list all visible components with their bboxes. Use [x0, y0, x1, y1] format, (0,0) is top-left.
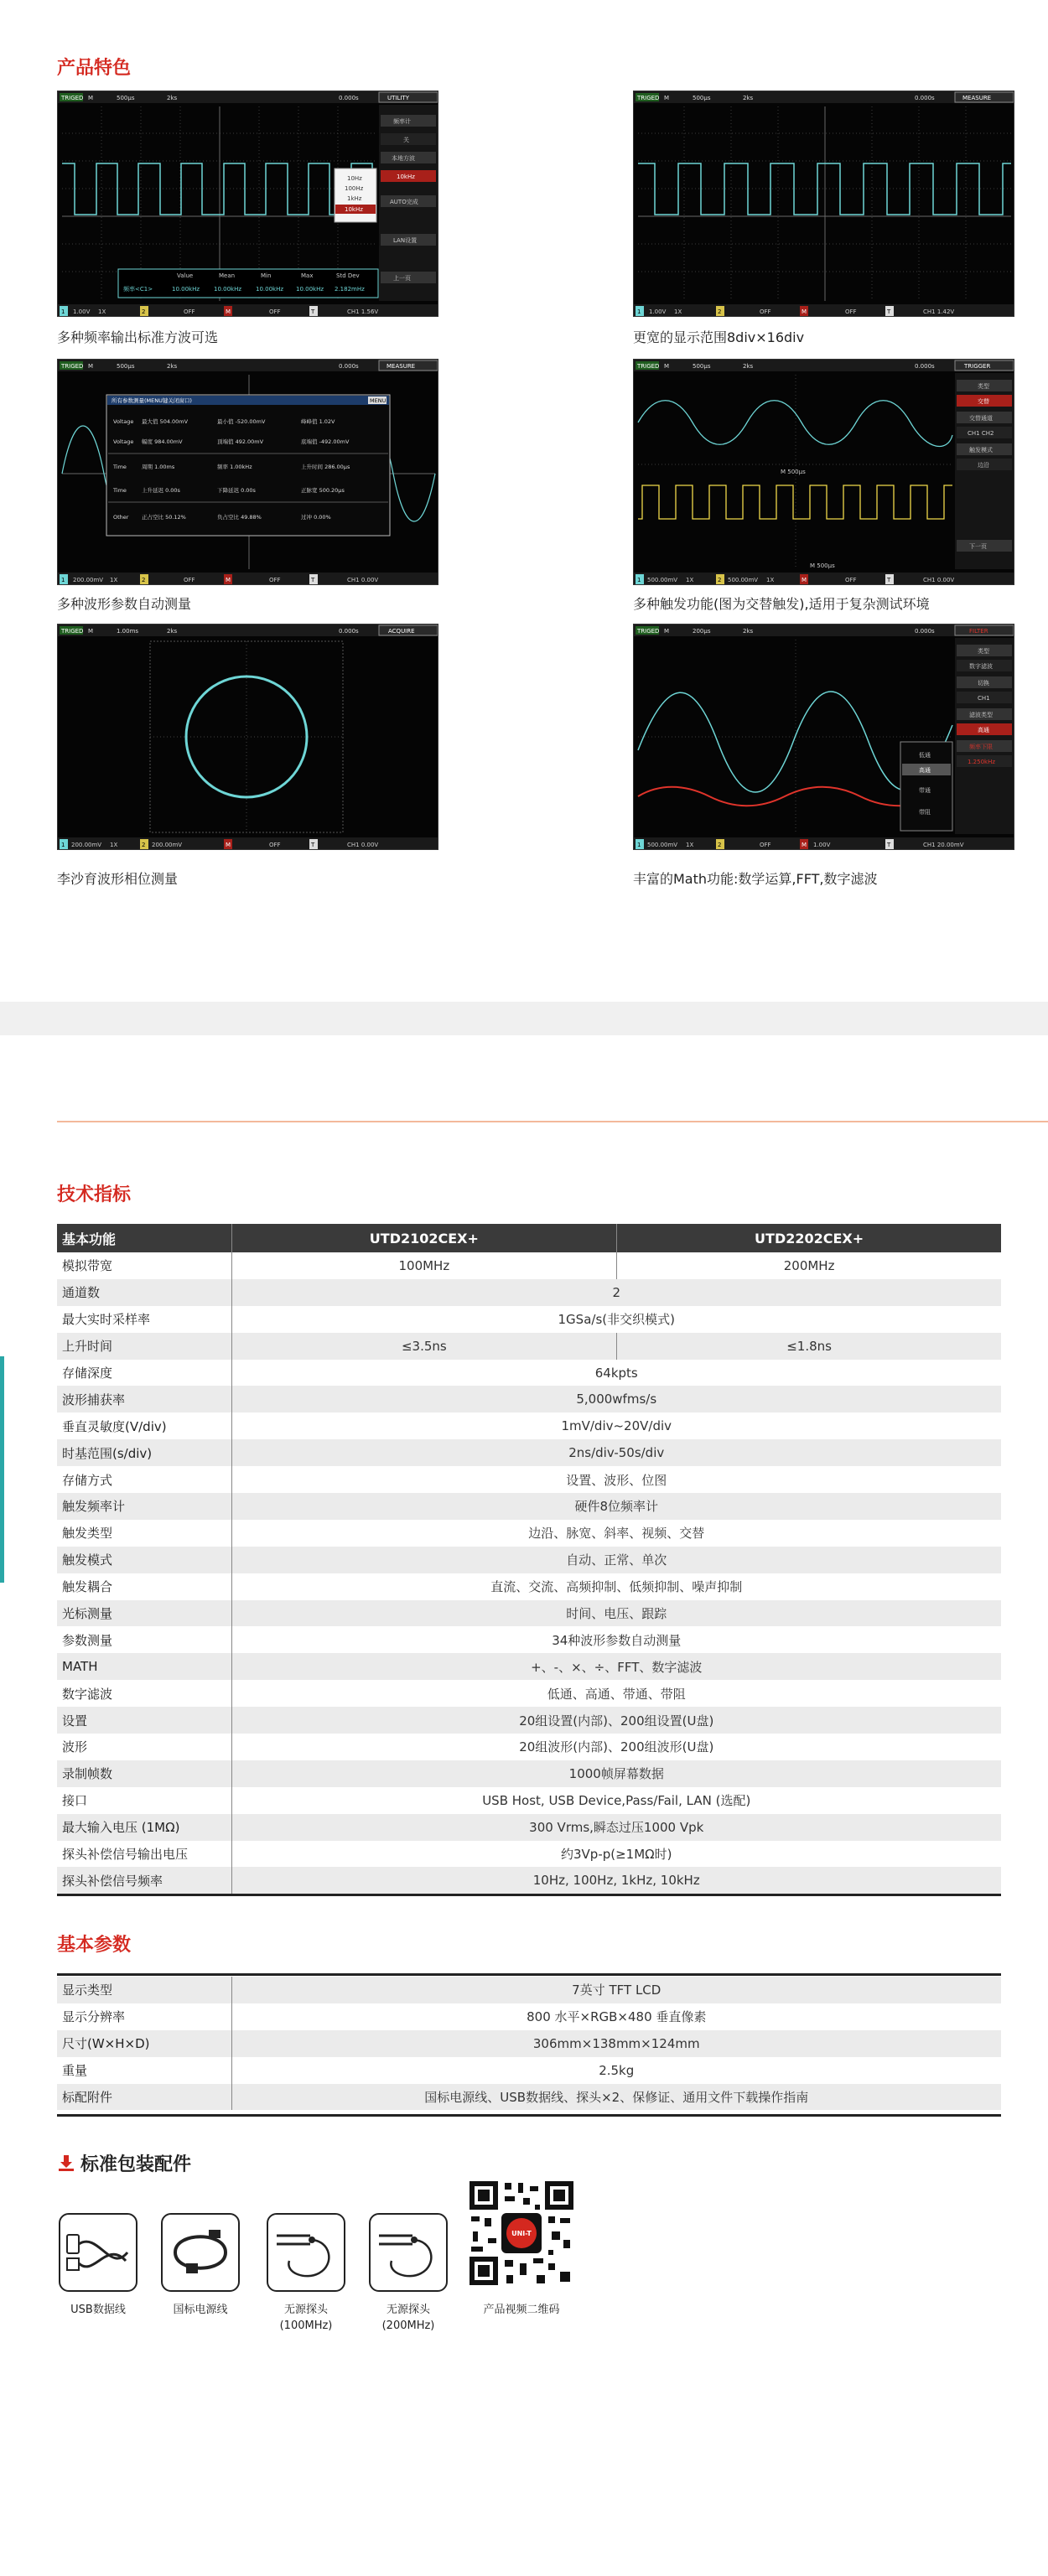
table-row [57, 1386, 1001, 1412]
row-value: 1GSa/s(非交织模式) [231, 1306, 1001, 1333]
menu-item[interactable]: 关 [403, 137, 409, 143]
accessory-label [252, 2302, 361, 2334]
menu-item[interactable]: 频率计 [393, 118, 411, 125]
table-row [57, 1841, 1001, 1868]
row-label: 波形捕获率 [57, 1386, 231, 1412]
row-label: 模拟带宽 [57, 1252, 231, 1279]
timebase-label: 1.00ms [117, 628, 139, 635]
scope-display [634, 625, 1014, 850]
stats-header: Min [261, 272, 272, 279]
svg-text:M: M [802, 577, 807, 583]
basic-title: 基本参数 [57, 1935, 132, 1956]
math-scale: 1.00V [813, 842, 831, 848]
panel-value: 上升延迟 0.00s [142, 487, 180, 494]
table-row [57, 1814, 1001, 1841]
row-label: 上升时间 [57, 1333, 231, 1360]
menu-item[interactable]: 交替 [978, 398, 989, 405]
scope-screen-wide [633, 91, 1014, 317]
svg-text:1: 1 [61, 842, 65, 848]
row-label: 触发频率计 [57, 1493, 231, 1520]
row-label: 存储深度 [57, 1360, 231, 1386]
timebase-label: 200µs [693, 628, 711, 635]
row-value: 306mm×138mm×124mm [231, 2030, 1001, 2057]
svg-text:T: T [887, 577, 891, 583]
table-row [57, 2003, 1001, 2030]
row-value: 2ns/div-50s/div [231, 1439, 1001, 1466]
table-rule [57, 1973, 1001, 1976]
row-value: 800 水平×RGB×480 垂直像素 [231, 2003, 1001, 2030]
trig-status: TRIGED [61, 95, 84, 101]
panel-value: 底端值 -492.00mV [301, 438, 350, 445]
ch1-probe: 1X [674, 308, 682, 315]
menu-item[interactable]: AUTO完成 [390, 199, 418, 205]
row-label: 光标测量 [57, 1600, 231, 1627]
panel-value: 正脉宽 500.20µs [301, 487, 345, 494]
menu-item[interactable]: 类型 [978, 383, 989, 390]
timebase-label: 500µs [693, 363, 711, 370]
trig-status: TRIGED [61, 363, 84, 370]
row-value: 20组波形(内部)、200组波形(U盘) [231, 1734, 1001, 1760]
ch1-probe: 1X [686, 577, 694, 583]
table-row [57, 1306, 1001, 1333]
math-state: OFF [845, 308, 857, 315]
row-label: 显示类型 [57, 1977, 231, 2003]
trig-status: TRIGED [61, 628, 84, 635]
row-label: 触发耦合 [57, 1573, 231, 1600]
svg-text:T: T [887, 842, 891, 848]
svg-text:T: T [311, 842, 315, 848]
panel-group: Time [113, 464, 127, 470]
math-state: OFF [269, 842, 281, 848]
math-state: OFF [269, 308, 281, 315]
menu-item[interactable]: 频率下限 [969, 744, 993, 750]
accessories-heading [57, 2150, 191, 2177]
ch1-probe: 1X [110, 842, 118, 848]
panel-value: 正占空比 50.12% [142, 514, 186, 521]
scope-screen-lissajous [57, 624, 438, 850]
svg-text:2: 2 [142, 577, 146, 583]
row-label: 存储方式 [57, 1466, 231, 1493]
qr-logo: UNI-T [511, 2230, 532, 2237]
row-value: 国标电源线、USB数据线、探头×2、保修证、通用文件下载操作指南 [231, 2084, 1001, 2111]
popup-option[interactable]: 带阻 [919, 809, 931, 816]
row-label: 触发模式 [57, 1547, 231, 1573]
offset-label: 0.000s [339, 363, 359, 370]
popup-option[interactable]: 1kHz [347, 195, 362, 202]
ch2-state: OFF [184, 577, 195, 583]
row-value: 1000帧屏幕数据 [231, 1760, 1001, 1787]
stats-value: 10.00kHz [172, 286, 200, 293]
table-row [57, 1867, 1001, 1894]
trigger-info: CH1 1.42V [923, 308, 955, 315]
row-label: 通道数 [57, 1279, 231, 1306]
stats-header: Max [301, 272, 314, 279]
accessory-label-line: 无源探头 [386, 2304, 430, 2316]
row-value: ≤3.5ns [231, 1333, 617, 1360]
menu-item[interactable]: 滤波类型 [969, 712, 993, 718]
svg-text:T: T [311, 577, 315, 583]
row-label: 数字滤波 [57, 1680, 231, 1707]
menu-item[interactable]: LAN设置 [393, 237, 418, 244]
svg-text:MENU: MENU [370, 397, 387, 404]
probe-icon [369, 2213, 448, 2292]
stats-value: 10.00kHz [214, 286, 242, 293]
table-row [57, 1279, 1001, 1306]
table-row [57, 1707, 1001, 1734]
row-label: 接口 [57, 1787, 231, 1814]
panel-value: 上升时间 286.00µs [301, 464, 350, 470]
row-value: 100MHz [231, 1252, 617, 1279]
scope-display [58, 91, 438, 317]
svg-text:1: 1 [61, 577, 65, 583]
row-value: USB Host, USB Device,Pass/Fail, LAN (选配) [231, 1787, 1001, 1814]
sine-wave-trace [638, 401, 952, 447]
row-value: 时间、电压、跟踪 [231, 1600, 1001, 1627]
ch2-state: OFF [760, 842, 771, 848]
ch1-scale: 200.00mV [71, 842, 102, 848]
svg-text:2: 2 [142, 308, 146, 315]
svg-text:1: 1 [637, 842, 641, 848]
ch1-probe: 1X [686, 842, 694, 848]
panel-value: 峰峰值 1.02V [301, 418, 335, 425]
row-value: 20组设置(内部)、200组设置(U盘) [231, 1707, 1001, 1734]
ch2-state: OFF [760, 308, 771, 315]
svg-text:M: M [226, 308, 231, 315]
row-label: 探头补偿信号频率 [57, 1867, 231, 1894]
svg-text:1: 1 [637, 577, 641, 583]
row-value: 约3Vp-p(≥1MΩ时) [231, 1841, 1001, 1868]
table-row [57, 1680, 1001, 1707]
table-row [57, 1333, 1001, 1360]
table-row [57, 1466, 1001, 1493]
table-row [57, 1977, 1001, 2003]
menu-item[interactable]: 高通 [978, 727, 989, 733]
svg-text:T: T [887, 308, 891, 315]
row-label: 尺寸(W×H×D) [57, 2030, 231, 2057]
scope-display [634, 360, 1014, 585]
offset-label: 0.000s [915, 628, 935, 635]
ch1-scale: 500.00mV [647, 577, 678, 583]
row-value: 10Hz, 100Hz, 1kHz, 10kHz [231, 1867, 1001, 1894]
menu-title: ACQUIRE [388, 628, 415, 635]
timebase-label: 500µs [693, 95, 711, 101]
scope-screen-math [633, 624, 1014, 850]
svg-text:1: 1 [61, 308, 65, 315]
stats-header: Mean [219, 272, 236, 279]
row-value: 34种波形参数自动测量 [231, 1626, 1001, 1653]
ch2-state: OFF [184, 308, 195, 315]
panel-value: 周期 1.00ms [142, 464, 175, 470]
menu-item[interactable]: 边沿 [978, 462, 989, 469]
trigger-info: CH1 0.00V [923, 577, 955, 583]
panel-group: Voltage [113, 418, 134, 425]
row-label: 显示分辨率 [57, 2003, 231, 2030]
mode-label: M [88, 628, 94, 635]
menu-item[interactable]: 下一页 [969, 543, 987, 550]
row-label: 触发类型 [57, 1520, 231, 1547]
offset-label: 0.000s [339, 628, 359, 635]
menu-item[interactable]: 交替通道 [969, 415, 993, 422]
trigger-info: CH1 1.56V [347, 308, 379, 315]
table-row [57, 1493, 1001, 1520]
timebase-label: 500µs [117, 363, 135, 370]
header-cell: UTD2202CEX+ [617, 1224, 1001, 1252]
row-value: 7英寸 TFT LCD [231, 1977, 1001, 2003]
table-row [57, 1653, 1001, 1680]
panel-value: 下降延迟 0.00s [217, 487, 256, 494]
ch1-scale: 200.00mV [73, 577, 104, 583]
menu-item[interactable]: 上一页 [393, 275, 411, 282]
row-label: 垂直灵敏度(V/div) [57, 1412, 231, 1439]
trigger-info: CH1 0.00V [347, 577, 379, 583]
row-label: 重量 [57, 2057, 231, 2084]
accessory-label: USB数据线 [70, 2304, 126, 2316]
sample-label: 2ks [167, 95, 178, 101]
popup-option[interactable]: 低通 [919, 752, 931, 759]
accessory-label: 国标电源线 [173, 2304, 228, 2316]
scope-screen-measure [57, 359, 438, 585]
accessory-label: 产品视频二维码 [483, 2304, 560, 2316]
accessories-title: 标准包装配件 [80, 2154, 192, 2175]
row-value: ≤1.8ns [617, 1333, 1001, 1360]
row-value: 直流、交流、高频抑制、低频抑制、噪声抑制 [231, 1573, 1001, 1600]
row-label: 最大输入电压 (1MΩ) [57, 1814, 231, 1841]
menu-title: UTILITY [387, 95, 409, 101]
caption: 多种频率输出标准方波可选 [57, 329, 219, 345]
features-title: 产品特色 [57, 58, 132, 79]
scope-display [634, 91, 1014, 317]
table-row [57, 1360, 1001, 1386]
svg-text:M: M [226, 842, 231, 848]
ch1-probe: 1X [98, 308, 106, 315]
svg-text:T: T [311, 308, 315, 315]
sample-label: 2ks [743, 95, 754, 101]
svg-text:2: 2 [142, 842, 146, 848]
ch2-scale: 200.00mV [152, 842, 183, 848]
ch1-scale: 1.00V [649, 308, 667, 315]
row-label: 最大实时采样率 [57, 1306, 231, 1333]
popup-option[interactable]: 100Hz [345, 185, 364, 192]
svg-text:1: 1 [637, 308, 641, 315]
stats-header: Value [177, 272, 194, 279]
caption: 多种触发功能(图为交替触发),适用于复杂测试环境 [633, 596, 930, 612]
panel-value: 最小值 -520.00mV [217, 418, 266, 425]
trig-status: TRIGED [637, 363, 660, 370]
popup-option[interactable]: 10Hz [347, 175, 362, 182]
menu-item[interactable]: 触发模式 [969, 447, 993, 454]
svg-text:M: M [226, 577, 231, 583]
panel-value: 过冲 0.00% [301, 514, 331, 521]
menu-item[interactable]: 本地方波 [392, 155, 415, 162]
row-value: 64kpts [231, 1360, 1001, 1386]
row-value: 硬件8位频率计 [231, 1493, 1001, 1520]
table-row [57, 1760, 1001, 1787]
accessory-label-line: 无源探头 [283, 2304, 328, 2316]
usb-cable-icon [59, 2213, 137, 2292]
scope-display [58, 625, 438, 850]
table-row [57, 2057, 1001, 2084]
svg-text:2: 2 [718, 842, 722, 848]
accent-line [57, 1121, 1048, 1122]
offset-label: 0.000s [915, 363, 935, 370]
panel-value: 最大值 504.00mV [142, 418, 189, 425]
ch1-probe: 1X [110, 577, 118, 583]
table-rule [57, 1894, 1001, 1896]
table-row [57, 1252, 1001, 1279]
spec-title: 技术指标 [57, 1184, 132, 1205]
table-row [57, 1547, 1001, 1573]
menu-item[interactable]: 切换 [978, 680, 989, 687]
table-row [57, 1439, 1001, 1466]
accessory-label-line: (100MHz) [279, 2319, 333, 2332]
panel-value: 频率 1.00kHz [217, 464, 252, 470]
row-value: 200MHz [617, 1252, 1001, 1279]
caption: 更宽的显示范围8div×16div [633, 329, 805, 345]
accessory-label-line: (200MHz) [381, 2319, 435, 2332]
trig-status: TRIGED [637, 628, 660, 635]
trigger-info: CH1 20.00mV [923, 842, 964, 848]
table-row [57, 1626, 1001, 1653]
math-state: OFF [269, 577, 281, 583]
row-value: 边沿、脉宽、斜率、视频、交替 [231, 1520, 1001, 1547]
trigger-info: CH1 0.00V [347, 842, 379, 848]
menu-title: TRIGGER [964, 363, 991, 370]
table-header [57, 1224, 1001, 1252]
panel-group: Time [113, 487, 127, 494]
math-state: OFF [845, 577, 857, 583]
ch2-scale: 500.00mV [728, 577, 759, 583]
mode-label: M [664, 628, 670, 635]
row-label: 标配附件 [57, 2084, 231, 2111]
sample-label: 2ks [743, 363, 754, 370]
row-value: 1mV/div~20V/div [231, 1412, 1001, 1439]
section-divider [0, 1002, 1048, 1035]
menu-item[interactable]: 1.250kHz [968, 759, 996, 765]
table-row [57, 1412, 1001, 1439]
caption: 丰富的Math功能:数学运算,FFT,数字滤波 [633, 871, 878, 887]
stats-row-label: 频率<C1> [123, 286, 153, 293]
offset-label: 0.000s [915, 95, 935, 101]
timebase-label: 500µs [117, 95, 135, 101]
caption: 李沙育波形相位测量 [57, 871, 179, 887]
menu-item[interactable]: CH1 CH2 [968, 430, 994, 437]
caption: 多种波形参数自动测量 [57, 596, 192, 612]
table-row [57, 1520, 1001, 1547]
row-label: 参数测量 [57, 1626, 231, 1653]
row-label: MATH [57, 1653, 231, 1680]
table-row [57, 2084, 1001, 2111]
menu-item[interactable]: 类型 [978, 648, 989, 655]
stats-value: 10.00kHz [256, 286, 284, 293]
panel-group: Voltage [113, 438, 134, 445]
panel-value: 负占空比 49.88% [217, 514, 262, 521]
trig-status: TRIGED [637, 95, 660, 101]
menu-item[interactable]: CH1 [978, 695, 990, 702]
stats-header: Std Dev [336, 272, 360, 279]
mode-label: M [664, 95, 670, 101]
row-value: 低通、高通、带通、带阻 [231, 1680, 1001, 1707]
mode-label: M [88, 363, 94, 370]
stats-value: 10.00kHz [296, 286, 324, 293]
table-rule [57, 2114, 1001, 2117]
table-row [57, 1734, 1001, 1760]
spec-table [57, 1224, 1001, 1894]
row-label: 设置 [57, 1707, 231, 1734]
time-marker: M 500µs [810, 562, 835, 569]
probe-icon [267, 2213, 345, 2292]
menu-title: MEASURE [387, 363, 416, 370]
svg-text:2: 2 [718, 577, 722, 583]
mode-label: M [88, 95, 94, 101]
menu-item[interactable]: 数字滤波 [969, 663, 993, 670]
menu-title: FILTER [969, 628, 988, 635]
row-label: 波形 [57, 1734, 231, 1760]
accessory-label [354, 2302, 463, 2334]
ch2-probe: 1X [766, 577, 775, 583]
panel-group: Other [113, 514, 129, 521]
qr-code-icon[interactable] [468, 2179, 575, 2287]
row-label: 探头补偿信号输出电压 [57, 1841, 231, 1868]
menu-item[interactable]: 10kHz [397, 174, 415, 180]
svg-text:2: 2 [718, 308, 722, 315]
sample-label: 2ks [743, 628, 754, 635]
stats-value: 2.182mHz [335, 286, 365, 293]
popup-option[interactable]: 高通 [919, 767, 931, 774]
table-row [57, 1787, 1001, 1814]
row-value: 300 Vrms,瞬态过压1000 Vpk [231, 1814, 1001, 1841]
side-accent [0, 1356, 4, 1583]
scope-screen-utility [57, 91, 438, 317]
row-value: 自动、正常、单次 [231, 1547, 1001, 1573]
panel-value: 幅度 984.00mV [142, 438, 183, 445]
row-value: 2 [231, 1279, 1001, 1306]
svg-text:M: M [802, 308, 807, 315]
table-row [57, 1600, 1001, 1627]
header-cell: UTD2102CEX+ [231, 1224, 617, 1252]
ch1-scale: 1.00V [73, 308, 91, 315]
basic-table [57, 1977, 1001, 2110]
time-marker: M 500µs [781, 469, 806, 475]
scope-screen-trigger [633, 359, 1014, 585]
panel-value: 顶端值 492.00mV [217, 438, 264, 445]
panel-title: 所有参数测量(MENU键关闭窗口) [112, 397, 192, 404]
table-row [57, 2030, 1001, 2057]
popup-option[interactable]: 带通 [919, 787, 931, 794]
menu-title: MEASURE [962, 95, 992, 101]
row-value: 2.5kg [231, 2057, 1001, 2084]
offset-label: 0.000s [339, 95, 359, 101]
scope-display [58, 360, 438, 585]
row-label: 时基范围(s/div) [57, 1439, 231, 1466]
header-cell: 基本功能 [57, 1224, 231, 1252]
row-value: 5,000wfms/s [231, 1386, 1001, 1412]
row-value: +、-、×、÷、FFT、数字滤波 [231, 1653, 1001, 1680]
table-row [57, 1573, 1001, 1600]
sample-label: 2ks [167, 363, 178, 370]
row-value: 设置、波形、位图 [231, 1466, 1001, 1493]
download-icon [57, 2154, 75, 2177]
sample-label: 2ks [167, 628, 178, 635]
ch1-scale: 500.00mV [647, 842, 678, 848]
svg-text:M: M [802, 842, 807, 848]
popup-option[interactable]: 10kHz [345, 206, 363, 213]
power-cord-icon [161, 2213, 240, 2292]
row-label: 录制帧数 [57, 1760, 231, 1787]
mode-label: M [664, 363, 670, 370]
